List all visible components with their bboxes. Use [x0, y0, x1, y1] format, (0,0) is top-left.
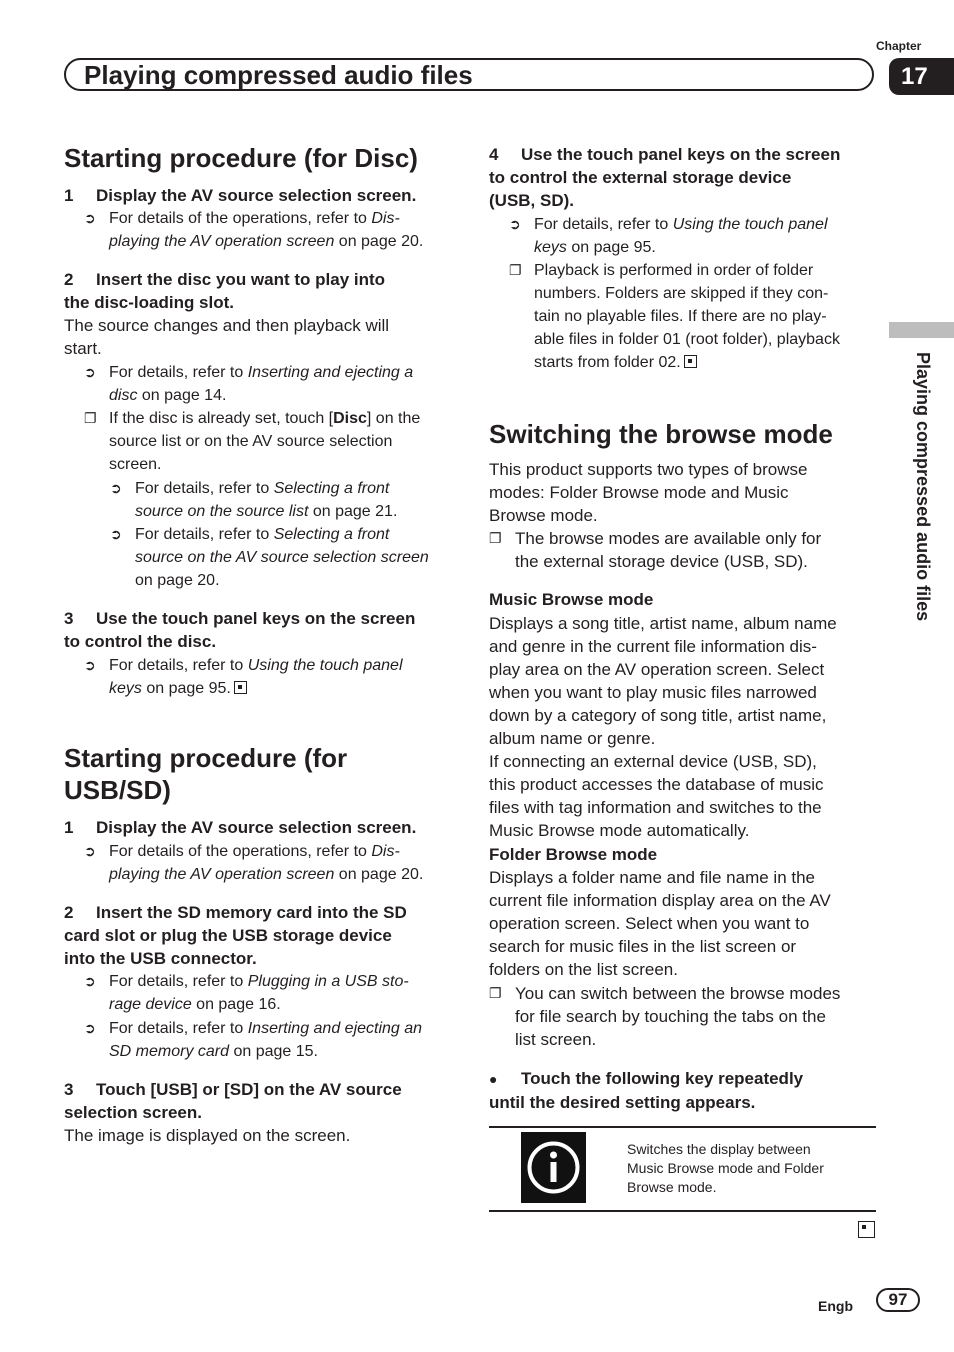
bullet-item: ➲ For details, refer to Using the touch panel keys on page 95. [509, 213, 879, 259]
paragraph: Displays a folder name and file name in the current file information display area on the AV operation screen. Select when you want to search for music files in the list screen or folders on the list screen. [489, 868, 831, 979]
side-tab-marker [889, 322, 954, 338]
page-header-title: Playing compressed audio files [84, 60, 473, 90]
paragraph: This product supports two types of browse modes: Folder Browse mode and Music Browse mode. [489, 460, 808, 525]
note-checkbox-icon: ❐ [489, 985, 502, 1001]
bullet-item: ➲ For details, refer to Selecting a front source on the source list on page 21. [110, 477, 455, 523]
arrow-icon: ➲ [84, 364, 96, 380]
dot-bullet-icon: ● [489, 1071, 498, 1087]
bullet-item: ➲ For details, refer to Selecting a front source on the AV source selection screen on page 20. [110, 523, 455, 592]
subheading-music-browse: Music Browse mode [489, 590, 654, 609]
side-tab-title: Playing compressed audio files [913, 352, 933, 622]
end-of-section-icon [234, 681, 247, 694]
instruction-touch-key: ● Touch the following key repeatedly until the desired setting appears. [489, 1069, 804, 1112]
section-title-browse: Switching the browse mode [489, 419, 833, 449]
arrow-icon: ➲ [110, 480, 122, 496]
note-item: ❐ Playback is performed in order of folder numbers. Folders are skipped if they con- tain no playable files. If there are no play- able files in folder 01 (root folder), playback starts from folder 02. [509, 259, 879, 374]
note-item: ❐ You can switch between the browse modes for file search by touching the tabs on the list screen. [489, 984, 841, 1049]
end-of-section-icon [684, 355, 697, 368]
page-number: 97 [876, 1288, 920, 1312]
note-checkbox-icon: ❐ [489, 530, 502, 546]
bullet-item: ➲ For details, refer to Inserting and ejecting a disc on page 14. [84, 361, 454, 407]
bullet-item: ➲ For details of the operations, refer to Dis- playing the AV operation screen on page 20. [84, 840, 454, 886]
note-checkbox-icon: ❐ [509, 262, 522, 278]
step-1-usb: 1 Display the AV source selection screen. [64, 818, 417, 837]
bullet-item: ➲ For details, refer to Plugging in a USB sto- rage device on page 16. [84, 970, 454, 1016]
step-3-usb: 3 Touch [USB] or [SD] on the AV source selection screen. [64, 1080, 402, 1122]
arrow-icon: ➲ [84, 657, 96, 673]
key-description: Switches the display between Music Browse mode and Folder Browse mode. [627, 1141, 824, 1195]
section-title-disc: Starting procedure (for Disc) [64, 143, 418, 173]
end-of-section-icon [858, 1221, 875, 1242]
arrow-icon: ➲ [84, 843, 96, 859]
bullet-item: ➲ For details, refer to Using the touch panel keys on page 95. [84, 654, 454, 700]
paragraph: Displays a song title, artist name, album name and genre in the current file information dis- play area on the AV operation screen. Select when you want to play music files narrowed down by a category of song title, artist name, album name or genre. If connecting an external device (USB, SD), this product accesses the database of music files with tag information and switches to the Music Browse mode automatically. [489, 614, 837, 840]
arrow-icon: ➲ [84, 210, 96, 226]
bullet-item: ➲ For details of the operations, refer to Dis- playing the AV operation screen on page 20. [84, 207, 454, 253]
language-code: Engb [818, 1298, 853, 1314]
note-item: ❐ If the disc is already set, touch [Disc] on the source list or on the AV source selection screen. [84, 407, 454, 476]
arrow-icon: ➲ [509, 216, 521, 232]
paragraph: The source changes and then playback will start. [64, 316, 390, 358]
step-1-disc: 1 Display the AV source selection screen. [64, 186, 417, 205]
arrow-icon: ➲ [84, 973, 96, 989]
chapter-label: Chapter [876, 39, 922, 53]
section-title-usb: Starting procedure (for USB/SD) [64, 743, 348, 805]
bullet-item: ➲ For details, refer to Inserting and ejecting an SD memory card on page 15. [84, 1017, 454, 1063]
chapter-number: 17 [889, 58, 954, 95]
note-checkbox-icon: ❐ [84, 410, 97, 426]
subheading-folder-browse: Folder Browse mode [489, 845, 658, 864]
note-item: ❐ The browse modes are available only for the external storage device (USB, SD). [489, 529, 822, 571]
paragraph: The image is displayed on the screen. [64, 1126, 351, 1145]
step-2-usb: 2 Insert the SD memory card into the SD card slot or plug the USB storage device into the USB connector. [64, 903, 407, 968]
arrow-icon: ➲ [110, 526, 122, 542]
step-4-usb: 4 Use the touch panel keys on the screen to control the external storage device (USB, SD). [489, 145, 841, 210]
arrow-icon: ➲ [84, 1020, 96, 1036]
info-key-icon[interactable] [521, 1132, 586, 1203]
step-2-disc: 2 Insert the disc you want to play into the disc-loading slot. [64, 270, 386, 312]
step-3-disc: 3 Use the touch panel keys on the screen to control the disc. [64, 609, 416, 651]
